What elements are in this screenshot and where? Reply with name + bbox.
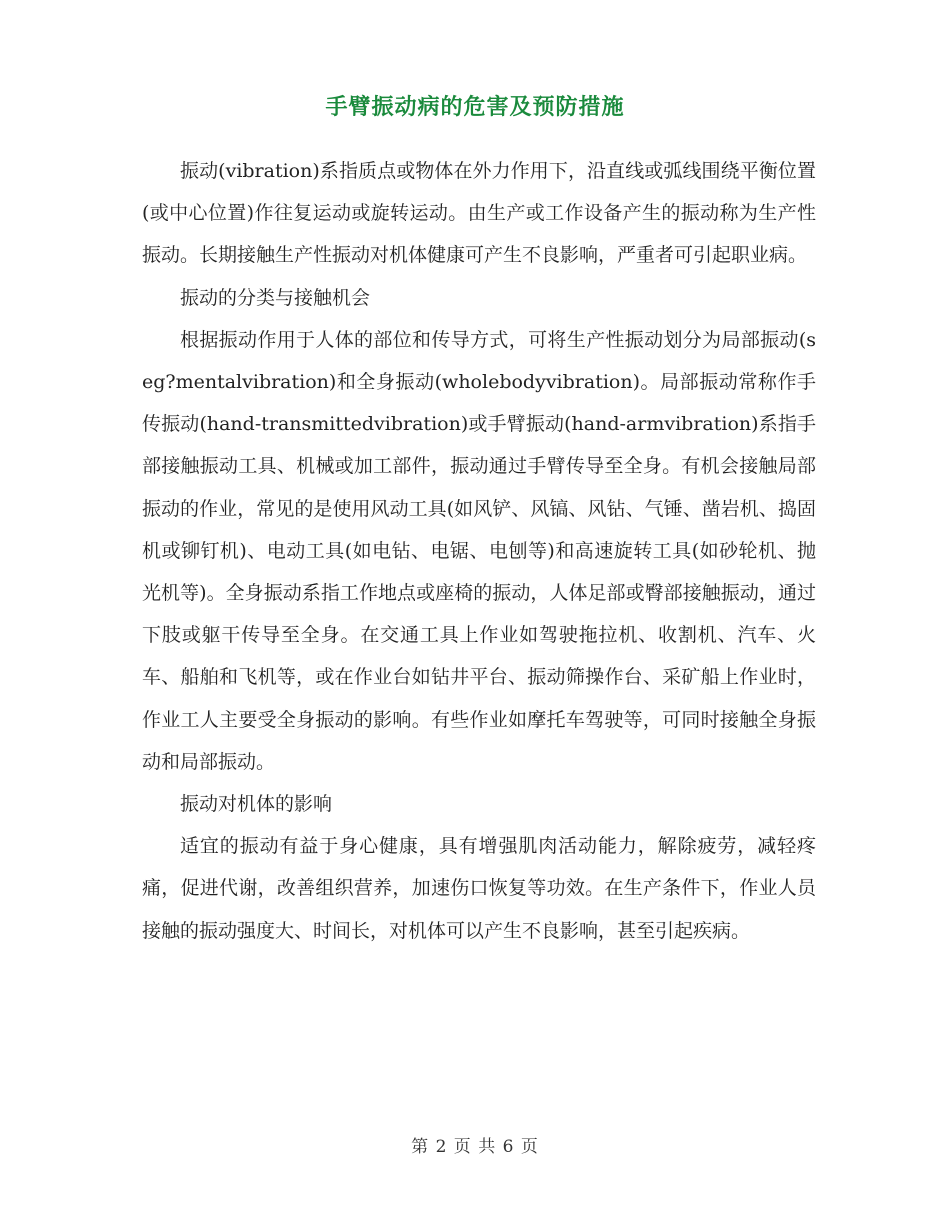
section-heading-classification: 振动的分类与接触机会 <box>180 286 371 309</box>
paragraph-effects: 适宜的振动有益于身心健康，具有增强肌肉活动能力，解除疲劳，减轻疼痛，促进代谢，改善组织营养，加速伤口恢复等功效。在生产条件下，作业人员接触的振动强度大、时间长，对机体可以产生不良影响，甚至引起疾病。 <box>142 835 816 942</box>
page-number: 第 2 页 共 6 页 <box>411 1137 539 1157</box>
document-title: 手臂振动病的危害及预防措施 <box>325 94 625 120</box>
document-body <box>142 150 816 952</box>
paragraph-classification: 根据振动作用于人体的部位和传导方式，可将生产性振动划分为局部振动(seg?mentalvibration)和全身振动(wholebodyvibration)。局部振动常称作手传振动(hand-transmittedvibration)或手臂振动(hand-armvibration)系指手部接触振动工具、机械或加工部件，振动通过手臂传导至全身。有机会接触局部振动的作业，常见的是使用风动工具(如风铲、风镐、风钻、气锤、凿岩机、捣固机或铆钉机)、电动工具(如电钻、电锯、电刨等)和高速旋转工具(如砂轮机、抛光机等)。全身振动系指工作地点或座椅的振动，人体足部或臀部接触振动，通过下肢或躯干传导至全身。在交通工具上作业如驾驶拖拉机、收割机、汽车、火车、船舶和飞机等，或在作业台如钻井平台、振动筛操作台、采矿船上作业时，作业工人主要受全身振动的影响。有些作业如摩托车驾驶等，可同时接触全身振动和局部振动。 <box>142 328 816 773</box>
section-heading-effects: 振动对机体的影响 <box>180 793 333 816</box>
paragraph-intro: 振动(vibration)系指质点或物体在外力作用下，沿直线或弧线围绕平衡位置(或中心位置)作往复运动或旋转运动。由生产或工作设备产生的振动称为生产性振动。长期接触生产性振动对机体健康可产生不良影响，严重者可引起职业病。 <box>142 160 816 267</box>
